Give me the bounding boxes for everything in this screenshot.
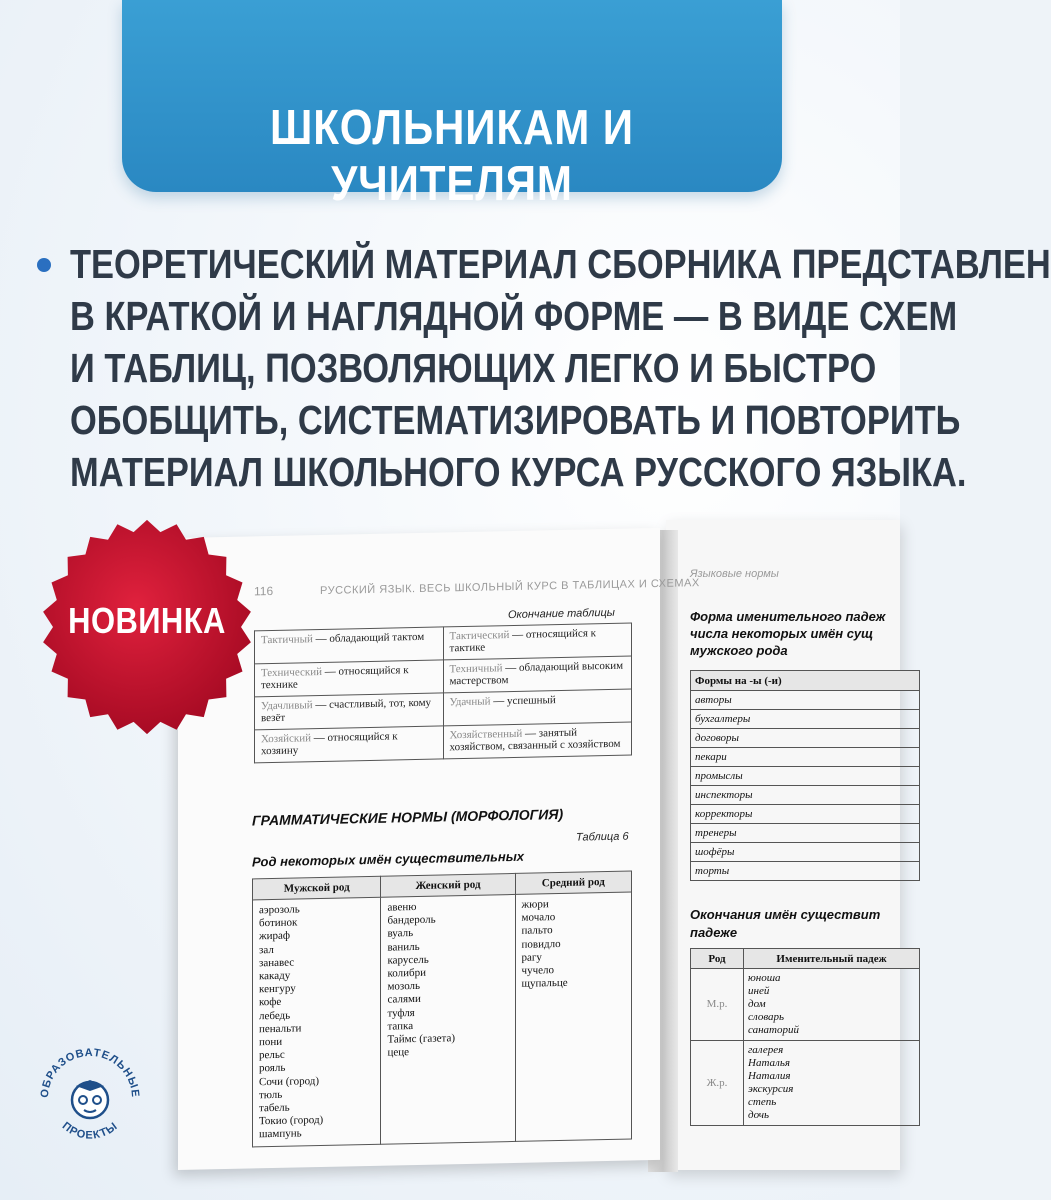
description-line: В КРАТКОЙ И НАГЛЯДНОЙ ФОРМЕ — В ВИДЕ СХЕМ [70,293,958,339]
gender-table [252,870,632,1147]
description-line: И ТАБЛИЦ, ПОЗВОЛЯЮЩИХ ЛЕГКО И БЫСТРО [70,345,877,391]
table-row [691,969,920,1041]
gender-header: Женский род [381,873,515,897]
table-end-note: Окончание таблицы [508,606,615,622]
table-label: Таблица 6 [576,830,629,844]
form-cell: корректоры [691,805,920,824]
paronym-cell: Удачливый — счастливый, тот, кому везёт [255,693,444,730]
table-row [691,691,920,710]
description-line: МАТЕРИАЛ ШКОЛЬНОГО КУРСА РУССКОГО ЯЗЫКА. [70,449,967,495]
section-title: ГРАММАТИЧЕСКИЕ НОРМЫ (МОРФОЛОГИЯ) [252,805,564,829]
table-row [691,748,920,767]
table-row [691,843,920,862]
form-cell: тренеры [691,824,920,843]
table-row [691,710,920,729]
running-title: РУССКИЙ ЯЗЫК. ВЕСЬ ШКОЛЬНЫЙ КУРС В ТАБЛИЦАХ И СХЕМАХ [320,577,700,598]
table-row [691,805,920,824]
open-book [178,520,900,1172]
form-cell: договоры [691,729,920,748]
right-running-title: Языковые нормы [690,568,779,580]
forms-header: Формы на -ы (-и) [691,671,920,691]
table-row [691,824,920,843]
table-row [691,767,920,786]
bullet-dot-icon [37,258,51,272]
form-cell: пекари [691,748,920,767]
table-row [691,786,920,805]
gender-cell: Ж.р. [691,1041,744,1126]
form-cell: шофёры [691,843,920,862]
table-row [691,729,920,748]
form-cell: торты [691,862,920,881]
feminine-list: авеню бандероль вуаль ваниль карусель колибри мозоль салями туфля тапка Таймс (газета) цеце [381,894,515,1143]
description-line: ТЕОРЕТИЧЕСКИЙ МАТЕРИАЛ СБОРНИКА ПРЕДСТАВЛЕН [70,241,1051,287]
table-row [255,722,632,763]
gender-header: Мужской род [253,876,381,900]
page-number: 116 [254,584,274,599]
ends-header: Род [691,949,744,969]
right-title-endings: Окончания имён существит падеже [690,907,881,940]
form-cell: бухгалтеры [691,710,920,729]
masculine-list: аэрозоль ботинок жираф зал занавес какаду кенгуру кофе лебедь пенальти пони рельс рояль Сочи (город) тюль табель Токио (город) шампунь [253,897,381,1146]
paronym-cell: Тактичный — обладающий тактом [255,627,444,664]
form-cell: инспекторы [691,786,920,805]
endings-table [690,948,920,1126]
header-banner [122,0,782,211]
gender-header: Средний род [515,871,631,894]
paronym-cell: Техничный — обладающий высоким мастерством [443,656,632,693]
paronym-cell: Хозяйский — относящийся к хозяину [255,726,444,763]
paronym-cell: Тактический — относящийся к тактике [443,623,632,660]
description-text [70,238,1051,498]
svg-text:ПРОЕКТЫ: ПРОЕКТЫ [59,1119,121,1142]
neuter-list: жюри мочало пальто повидло рагу чучело щупальце [515,892,631,1141]
words-cell: галерея Наталья Наталия экскурсия степь дочь [744,1041,920,1126]
form-cell: промыслы [691,767,920,786]
paronym-cell: Удачный — успешный [443,689,632,726]
ends-header: Именительный падеж [744,949,920,969]
table-row [691,1041,920,1126]
description-line: ОБОБЩИТЬ, СИСТЕМАТИЗИРОВАТЬ И ПОВТОРИТЬ [70,397,961,443]
plural-forms-table [690,670,920,881]
words-cell: юноша иней дом словарь санаторий [744,969,920,1041]
table-row [691,862,920,881]
book-page-right [666,520,900,1170]
badge-label: НОВИНКА [68,600,226,641]
svg-text:ОБРАЗОВАТЕЛЬНЫЕ: ОБРАЗОВАТЕЛЬНЫЕ [38,1046,142,1099]
banner-title: ШКОЛЬНИКАМ И УЧИТЕЛЯМ [270,101,634,211]
form-cell: авторы [691,691,920,710]
paronyms-table [254,622,632,763]
publisher-logo-icon [30,1028,150,1158]
paronym-cell: Технический — относящийся к технике [255,660,444,697]
gender-cell: М.р. [691,969,744,1041]
paronym-cell: Хозяйственный — занятый хозяйством, связанный с хозяйством [443,722,632,759]
right-title-nominative: Форма именительного падеж числа некоторых имён сущ мужского рода [690,609,886,658]
table-title: Род некоторых имён существительных [252,848,525,870]
